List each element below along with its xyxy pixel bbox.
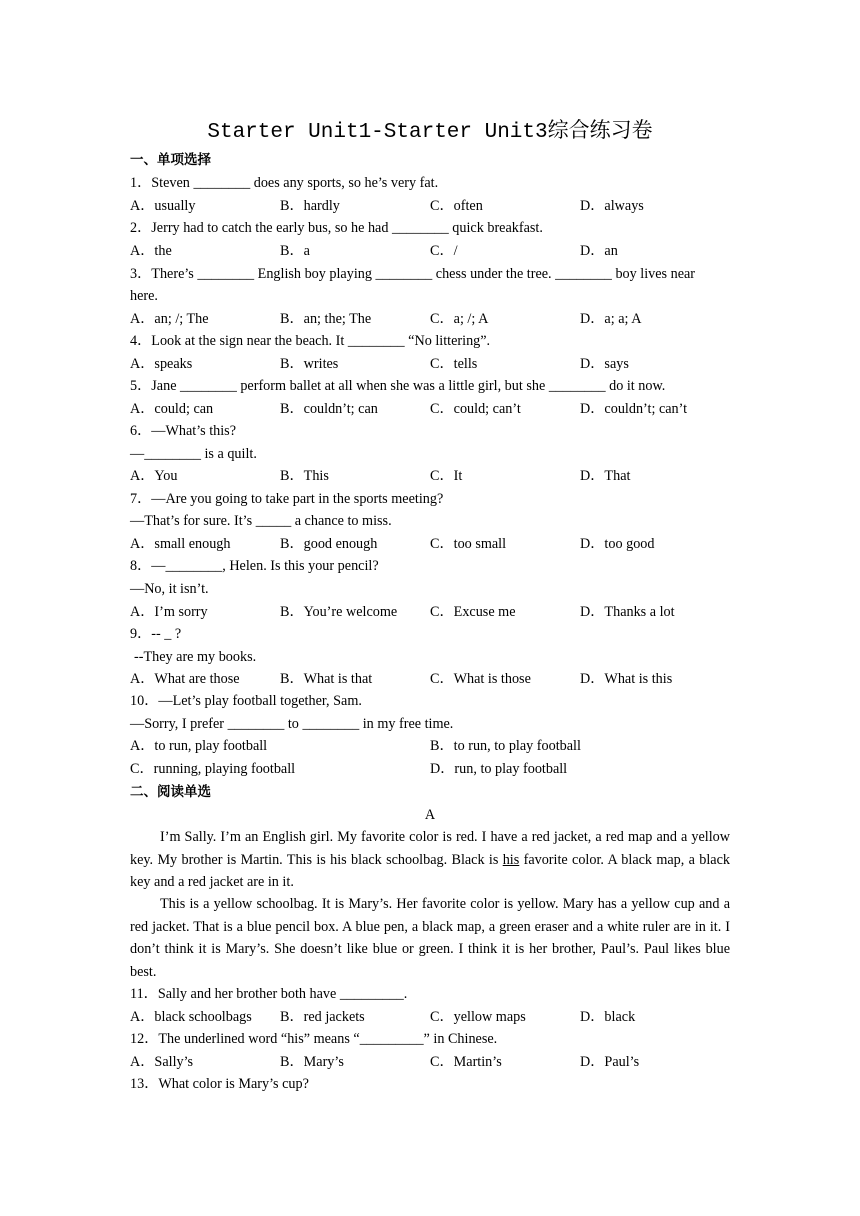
option-b[interactable]: B．hardly bbox=[280, 198, 340, 214]
option-b[interactable]: B．an; the; The bbox=[280, 311, 372, 327]
option-c[interactable]: C．could; can’t bbox=[430, 401, 521, 417]
passage-paragraph-2: This is a yellow schoolbag. It is Mary’s. Her favorite color is yellow. Mary has a yellow cup and a red jacket. That is a blue pencil box. A blue pen, a black map, a green eraser and a white ruler are in it. I don’t think it is Mary’s. She doesn’t like blue or green. I think it is her brother, Paul’s. Paul likes blue best. bbox=[130, 896, 730, 980]
option-d[interactable]: D．too good bbox=[580, 536, 655, 552]
section-heading-single-choice: 一、单项选择 bbox=[130, 152, 211, 168]
option-b[interactable]: B．red jackets bbox=[280, 1009, 365, 1025]
question-4-options bbox=[130, 353, 730, 375]
option-c[interactable]: C．often bbox=[430, 198, 483, 214]
question-7-options bbox=[130, 533, 730, 555]
passage-label: A bbox=[424, 807, 436, 823]
question-10-stem-cont: —Sorry, I prefer ________ to ________ in my free time. bbox=[130, 716, 454, 732]
question-10-options-row2 bbox=[130, 758, 730, 780]
option-c[interactable]: C．What is those bbox=[430, 671, 531, 687]
question-8-stem: 8．—________, Helen. Is this your pencil? bbox=[130, 558, 379, 574]
option-d[interactable]: D．an bbox=[580, 243, 618, 259]
question-11-options bbox=[130, 1006, 730, 1028]
option-b[interactable]: B．to run, to play football bbox=[430, 738, 581, 754]
option-b[interactable]: B．good enough bbox=[280, 536, 378, 552]
passage-paragraph-1 bbox=[130, 826, 730, 894]
option-c[interactable]: C．/ bbox=[430, 243, 458, 259]
question-2-stem: 2．Jerry had to catch the early bus, so he had ________ quick breakfast. bbox=[130, 220, 543, 236]
question-8-options bbox=[130, 601, 730, 623]
option-d[interactable]: D．couldn’t; can’t bbox=[580, 401, 688, 417]
option-d[interactable]: D．run, to play football bbox=[430, 761, 568, 777]
option-a[interactable]: A．small enough bbox=[130, 536, 231, 552]
option-d[interactable]: D．That bbox=[580, 468, 631, 484]
question-6-stem: 6．—What’s this? bbox=[130, 423, 236, 439]
option-a[interactable]: A．the bbox=[130, 243, 172, 259]
option-a[interactable]: A．black schoolbags bbox=[130, 1009, 252, 1025]
option-d[interactable]: D．What is this bbox=[580, 671, 673, 687]
section-heading-reading: 二、阅读单选 bbox=[130, 784, 211, 800]
option-b[interactable]: B．a bbox=[280, 243, 310, 259]
option-d[interactable]: D．Paul’s bbox=[580, 1054, 640, 1070]
option-c[interactable]: C．It bbox=[430, 468, 463, 484]
option-c[interactable]: C．yellow maps bbox=[430, 1009, 526, 1025]
option-a[interactable]: A．You bbox=[130, 468, 178, 484]
exam-page bbox=[130, 0, 730, 1216]
underlined-word: his bbox=[502, 851, 520, 868]
option-a[interactable]: A．Sally’s bbox=[130, 1054, 194, 1070]
question-5-stem: 5．Jane ________ perform ballet at all when she was a little girl, but she ________ do it now. bbox=[130, 378, 666, 394]
question-12-options bbox=[130, 1051, 730, 1073]
option-b[interactable]: B．Mary’s bbox=[280, 1054, 344, 1070]
option-c[interactable]: C．Martin’s bbox=[430, 1054, 502, 1070]
question-3-stem-cont: here. bbox=[130, 288, 158, 304]
option-a[interactable]: A．could; can bbox=[130, 401, 214, 417]
option-d[interactable]: D．Thanks a lot bbox=[580, 604, 675, 620]
question-5-options bbox=[130, 398, 730, 420]
question-9-options bbox=[130, 668, 730, 690]
question-3-stem: 3．There’s ________ English boy playing ________ chess under the tree. ________ boy lives near bbox=[130, 266, 696, 282]
question-8-stem-cont: —No, it isn’t. bbox=[130, 581, 209, 597]
question-7-stem-cont: —That’s for sure. It’s _____ a chance to miss. bbox=[130, 513, 392, 529]
option-c[interactable]: C．Excuse me bbox=[430, 604, 516, 620]
question-10-options-row1 bbox=[130, 735, 730, 757]
question-2-options bbox=[130, 240, 730, 262]
option-a[interactable]: A．an; /; The bbox=[130, 311, 209, 327]
option-d[interactable]: D．a; a; A bbox=[580, 311, 642, 327]
question-6-stem-cont: —________ is a quilt. bbox=[130, 446, 257, 462]
question-1-stem: 1．Steven ________ does any sports, so he’s very fat. bbox=[130, 175, 439, 191]
question-4-stem: 4．Look at the sign near the beach. It ________ “No littering”. bbox=[130, 333, 491, 349]
option-a[interactable]: A．usually bbox=[130, 198, 196, 214]
option-b[interactable]: B．You’re welcome bbox=[280, 604, 398, 620]
option-d[interactable]: D．says bbox=[580, 356, 629, 372]
question-1-options bbox=[130, 195, 730, 217]
option-b[interactable]: B．This bbox=[280, 468, 329, 484]
question-9-stem-cont: --They are my books. bbox=[134, 649, 257, 665]
question-11-stem: 11．Sally and her brother both have _________. bbox=[130, 986, 408, 1002]
question-9-stem: 9．-- _ ? bbox=[130, 626, 182, 642]
question-12-stem: 12．The underlined word “his” means “_________” in Chinese. bbox=[130, 1031, 498, 1047]
option-a[interactable]: A．speaks bbox=[130, 356, 193, 372]
page-title: Starter Unit1-Starter Unit3综合练习卷 bbox=[207, 121, 653, 144]
passage-text: I’m Sally. I’m an English girl. My favorite color is red. I have a red jacket, a red map and a yellow key. My brother is Martin. This is his black schoolbag. Black is bbox=[130, 829, 730, 868]
option-a[interactable]: A．What are those bbox=[130, 671, 240, 687]
option-c[interactable]: C．running, playing football bbox=[130, 761, 296, 777]
question-10-stem: 10．—Let’s play football together, Sam. bbox=[130, 693, 362, 709]
question-3-options bbox=[130, 308, 730, 330]
option-c[interactable]: C．too small bbox=[430, 536, 507, 552]
option-d[interactable]: D．always bbox=[580, 198, 644, 214]
option-a[interactable]: A．to run, play football bbox=[130, 738, 268, 754]
question-6-options bbox=[130, 465, 730, 487]
option-b[interactable]: B．writes bbox=[280, 356, 339, 372]
option-b[interactable]: B．What is that bbox=[280, 671, 373, 687]
option-a[interactable]: A．I’m sorry bbox=[130, 604, 208, 620]
option-b[interactable]: B．couldn’t; can bbox=[280, 401, 378, 417]
option-d[interactable]: D．black bbox=[580, 1009, 636, 1025]
question-7-stem: 7．—Are you going to take part in the sports meeting? bbox=[130, 491, 444, 507]
question-13-stem: 13．What color is Mary’s cup? bbox=[130, 1076, 309, 1092]
passage-text: favorite color. A black map, a black key and a red jacket are in it. bbox=[130, 851, 730, 891]
option-c[interactable]: C．tells bbox=[430, 356, 478, 372]
option-c[interactable]: C．a; /; A bbox=[430, 311, 489, 327]
